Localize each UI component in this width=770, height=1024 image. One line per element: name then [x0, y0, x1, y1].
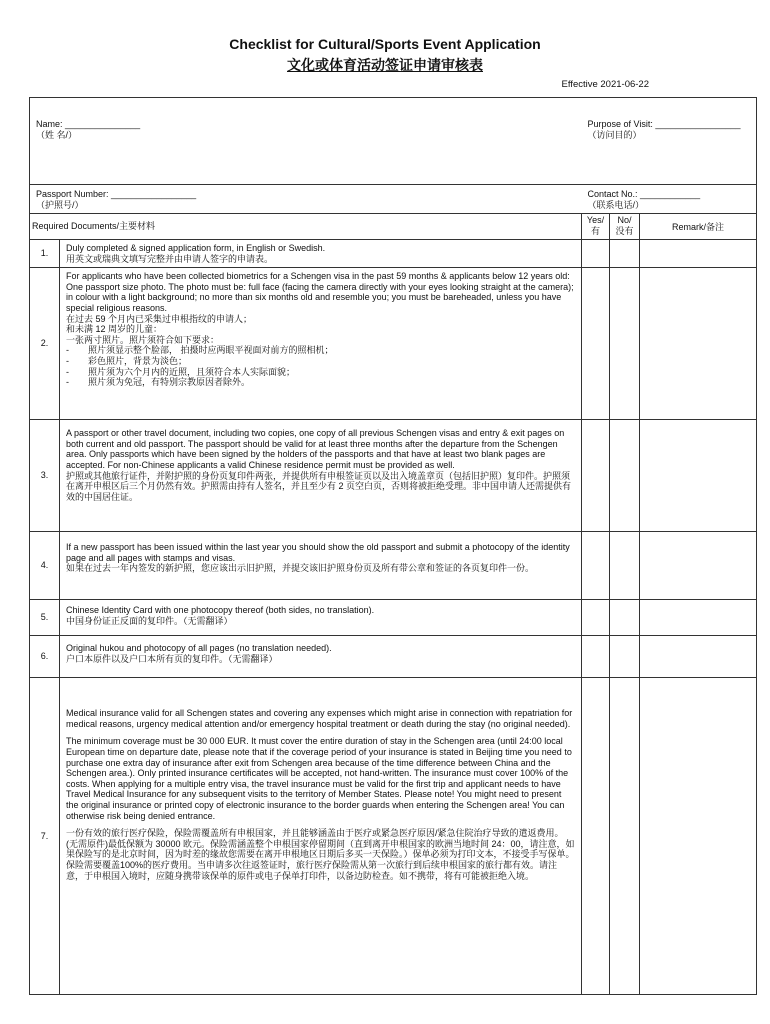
item-description: Chinese Identity Card with one photocopy thereof (both sides, no translation). 中国身份证正反面的复印件。（无需翻译） — [60, 600, 582, 636]
item-number: 3. — [30, 420, 60, 532]
checklist-table — [29, 97, 757, 995]
no-column-header: No/ 没有 — [610, 214, 640, 240]
remark-cell[interactable] — [640, 240, 757, 268]
remark-cell[interactable] — [640, 532, 757, 600]
applicant-info-row-1 — [30, 98, 757, 185]
purpose-field[interactable]: Purpose of Visit: _________________ — [587, 119, 741, 129]
purpose-field-zh: （访问目的） — [587, 129, 642, 140]
yes-column-header: Yes/ 有 — [582, 214, 610, 240]
table-row — [30, 268, 757, 420]
remark-cell[interactable] — [640, 420, 757, 532]
table-header-row — [30, 214, 757, 240]
yes-checkbox-cell[interactable] — [582, 240, 610, 268]
yes-checkbox-cell[interactable] — [582, 420, 610, 532]
remark-cell[interactable] — [640, 678, 757, 995]
passport-number-field-zh: （护照号/） — [36, 199, 84, 210]
item-description: Duly completed & signed application form, in English or Swedish. 用英文或瑞典文填写完整并由申请人签字的申请表。 — [60, 240, 582, 268]
effective-date: Effective 2021-06-22 — [561, 79, 649, 90]
item-number: 5. — [30, 600, 60, 636]
no-checkbox-cell[interactable] — [610, 636, 640, 678]
item-number: 6. — [30, 636, 60, 678]
remark-column-header: Remark/备注 — [640, 214, 757, 240]
no-checkbox-cell[interactable] — [610, 600, 640, 636]
item-description: For applicants who have been collected biometrics for a Schengen visa in the past 59 months & applicants below 12 years old: One passport size photo. The photo must be: full face (facing the camera directly with your eyes looking straight at the camera); in colour with a light background; no more than six months old and resemble you; you must be bareheaded, unless you have special religious reasons. 在过去 59 个月内已采集过申根指纹的申请人； 和未满 12 周岁的儿童： 一张两寸照片。照片须符合如下要求： - 照片须显示整个脸部， 拍摄时应两眼平视面对前方的照相机； - 彩色照片，背景为淡色； - 照片须为六个月内的近照，且须符合本人实际面貌； - 照片须为免冠，有特别宗教原因者除外。 — [60, 268, 582, 420]
contact-number-field-zh: （联系电话/） — [587, 199, 645, 210]
no-checkbox-cell[interactable] — [610, 420, 640, 532]
remark-cell[interactable] — [640, 268, 757, 420]
table-row — [30, 420, 757, 532]
no-checkbox-cell[interactable] — [610, 268, 640, 420]
required-documents-header: Required Documents/主要材料 — [30, 214, 582, 240]
table-row — [30, 240, 757, 268]
item-description: A passport or other travel document, including two copies, one copy of all previous Schengen visas and entry & exit pages on both current and old passport. The passport should be valid for at least three months after the departure from the Schengen area. Only passports which have been signed by the holders of the passports and that have at least two blank pages are accepted. For non-Chinese applicants a valid Chinese residence permit must be provided as well. 护照或其他旅行证件，并附护照的身份页复印件两张，并提供所有申根签证页以及出入境盖章页（包括旧护照）复印件。护照须在离开申根区后三个月仍然有效。护照需由持有人签名，并且至少有 2 页空白页，否则将被拒绝受理。非中国申请人还需提供有效的中国居住证。 — [60, 420, 582, 532]
name-field-zh: （姓 名/） — [36, 129, 78, 140]
applicant-info-row-2 — [30, 185, 757, 214]
table-row — [30, 678, 757, 995]
passport-number-field[interactable]: Passport Number: _________________ — [36, 189, 197, 199]
item-number: 1. — [30, 240, 60, 268]
table-row — [30, 636, 757, 678]
yes-checkbox-cell[interactable] — [582, 600, 610, 636]
yes-checkbox-cell[interactable] — [582, 636, 610, 678]
item-description: Original hukou and photocopy of all pages (no translation needed). 户口本原件以及户口本所有页的复印件。（无需翻译） — [60, 636, 582, 678]
document-title: Checklist for Cultural/Sports Event Application — [229, 36, 541, 52]
no-checkbox-cell[interactable] — [610, 532, 640, 600]
no-checkbox-cell[interactable] — [610, 678, 640, 995]
yes-checkbox-cell[interactable] — [582, 678, 610, 995]
name-field[interactable]: Name: _______________ — [36, 119, 141, 129]
yes-checkbox-cell[interactable] — [582, 532, 610, 600]
document-title-zh: 文化或体育活动签证申请审核表 — [287, 57, 483, 73]
item-description: If a new passport has been issued within the last year you should show the old passport and submit a photocopy of the identity page and all pages with stamps and visas. 如果在过去一年内签发的新护照，您应该出示旧护照，并提交该旧护照身份页及所有带公章和签证的各页复印件一份。 — [60, 532, 582, 600]
yes-checkbox-cell[interactable] — [582, 268, 610, 420]
table-row — [30, 600, 757, 636]
table-row — [30, 532, 757, 600]
no-checkbox-cell[interactable] — [610, 240, 640, 268]
remark-cell[interactable] — [640, 636, 757, 678]
item-number: 2. — [30, 268, 60, 420]
item-number: 4. — [30, 532, 60, 600]
item-description: Medical insurance valid for all Schengen states and covering any expenses which might arise in connection with repatriation for medical reasons, urgency medical attention and/or emergency hospital treatment or death during the stay (no original needed). The minimum coverage must be 30 000 EUR. It must cover the entire duration of stay in the Schengen area (until 24:00 local European time on departure date, please note that if the coverage period of your insurance is stated in Beijing time you need to purchase one extra day of insurance after exit from Schengen area because of the time difference between China and the Schengen area.). Only printed insurance certificates will be accepted, not hand-written. The insurance must cover 100% of the costs. When applying for a multiple entry visa, the travel insurance must be valid for the first trip and applicant needs to have Travel Medical Insurance for any subsequent visits to the territory of Member States. Please note! You might need to present the original insurance or printed copy of electronic insurance to the border guards when entering the Schengen area! You can otherwise risk being denied entrance. 一份有效的旅行医疗保险，保险需覆盖所有申根国家，并且能够涵盖由于医疗或紧急医疗原因/紧急住院治疗导致的遣返费用。(无需原件)最低保额为 30000 欧元。保险需涵盖整个申根国家停留期间（直到离开申根国家的欧洲当地时间 24：00，请注意，如果保险写的是北京时间，因为时差的缘故您需要在离开申根地区日期后多买一天保险。）保单必须为打印文本，不接受手写保单。保险需要覆盖100%的医疗费用。当申请多次往返签证时，旅行医疗保险需从第一次旅行到后续申根国家的旅行都有效。请注意，于申根国入境时，应随身携带该保单的原件或电子保单打印件，以备边防检查。如不携带，将有可能被拒绝入境。 — [60, 678, 582, 995]
remark-cell[interactable] — [640, 600, 757, 636]
item-number: 7. — [30, 678, 60, 995]
contact-number-field[interactable]: Contact No.: ____________ — [587, 189, 701, 199]
